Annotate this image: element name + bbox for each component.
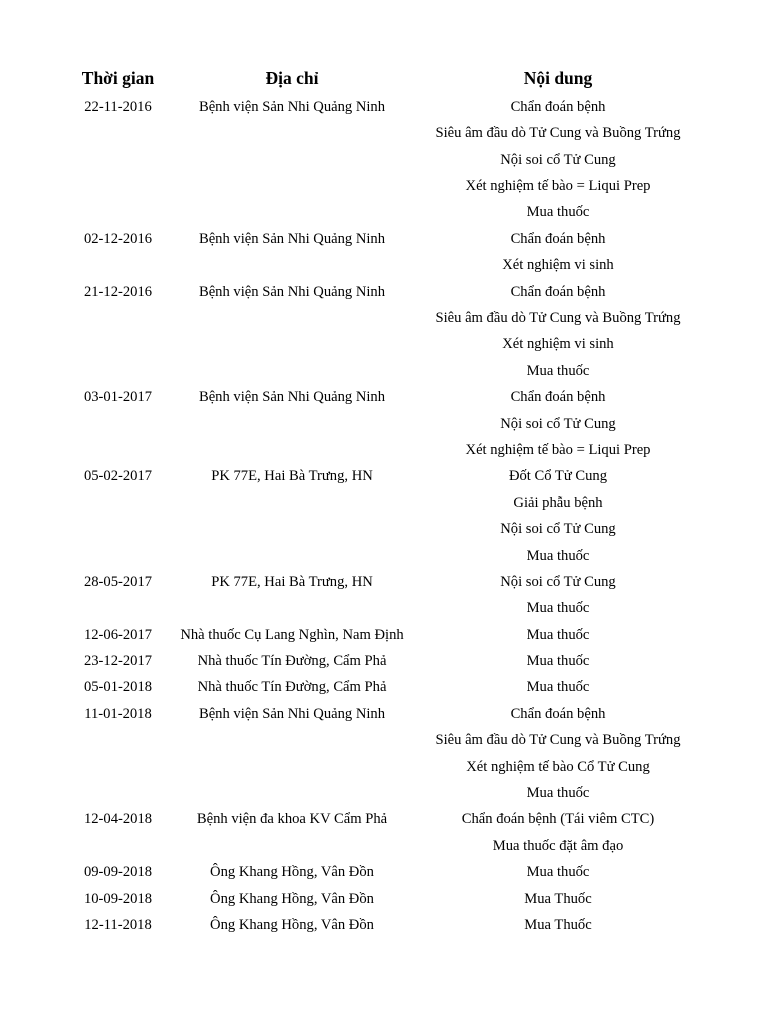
row-date: 10-09-2018	[83, 890, 153, 907]
row-address: Ông Khang Hồng, Vân Đồn	[210, 917, 374, 933]
medical-history-table	[69, 64, 699, 939]
row-content: Xét nghiệm tế bào Cổ Tử Cung	[466, 758, 650, 775]
row-address: PK 77E, Hai Bà Trưng, HN	[211, 573, 373, 590]
row-address: Ông Khang Hồng, Vân Đồn	[210, 864, 374, 881]
row-address: Bệnh viện Sản Nhi Quảng Ninh	[198, 283, 386, 300]
table-row	[69, 94, 699, 120]
table-row	[69, 701, 699, 727]
row-address: Bệnh viện đa khoa KV Cẩm Phả	[196, 811, 388, 828]
row-content: Chẩn đoán bệnh (Tái viêm CTC)	[461, 811, 655, 828]
row-date: 09-09-2018	[83, 864, 153, 881]
table-row	[69, 807, 699, 833]
table-row	[69, 358, 699, 384]
row-date: 03-01-2017	[83, 389, 153, 406]
row-content: Chẩn đoán bệnh	[510, 98, 606, 115]
table-row	[69, 411, 699, 437]
row-address: Bệnh viện Sản Nhi Quảng Ninh	[198, 389, 386, 406]
table-row	[69, 833, 699, 859]
row-content: Giải phẫu bệnh	[513, 494, 603, 511]
table-row	[69, 147, 699, 173]
row-content: Mua thuốc	[526, 362, 590, 379]
row-content: Xét nghiệm tế bào = Liqui Prep	[465, 441, 651, 458]
table-row	[69, 622, 699, 648]
table-row	[69, 305, 699, 331]
table-row	[69, 727, 699, 753]
row-content: Chẩn đoán bệnh	[510, 283, 606, 300]
row-content: Siêu âm đầu dò Tử Cung và Buồng Trứng	[435, 125, 681, 142]
row-address: Bệnh viện Sản Nhi Quảng Ninh	[198, 230, 386, 247]
table-row	[69, 516, 699, 542]
row-content: Chẩn đoán bệnh	[510, 389, 606, 406]
row-content: Nội soi cổ Tử Cung	[500, 151, 616, 168]
table-row	[69, 886, 699, 912]
table-body	[69, 94, 699, 939]
row-content: Mua thuốc	[526, 864, 590, 881]
row-content: Mua Thuốc	[524, 917, 592, 933]
table-row	[69, 490, 699, 516]
row-content: Mua thuốc	[526, 785, 590, 802]
table-row	[69, 780, 699, 806]
row-content: Mua thuốc	[526, 679, 590, 696]
table-row	[69, 543, 699, 569]
table-row	[69, 437, 699, 463]
table-row	[69, 569, 699, 595]
row-date: 28-05-2017	[83, 573, 153, 590]
table-row	[69, 173, 699, 199]
header-address: Địa chỉ	[265, 68, 319, 89]
row-content: Mua thuốc	[526, 626, 590, 643]
row-content: Xét nghiệm vi sinh	[502, 257, 614, 274]
row-address: Nhà thuốc Tín Đường, Cẩm Phả	[197, 679, 387, 696]
row-date: 12-11-2018	[84, 917, 152, 933]
row-address: Nhà thuốc Tín Đường, Cẩm Phả	[197, 653, 387, 670]
row-date: 12-06-2017	[83, 626, 153, 643]
table-row	[69, 912, 699, 938]
row-address: Ông Khang Hồng, Vân Đồn	[210, 890, 374, 907]
row-content: Mua thuốc	[526, 653, 590, 670]
table-row	[69, 252, 699, 278]
row-content: Siêu âm đầu dò Tử Cung và Buồng Trứng	[435, 310, 681, 327]
row-content: Nội soi cổ Tử Cung	[500, 521, 616, 538]
header-content: Nội dung	[523, 68, 593, 89]
table-row	[69, 859, 699, 885]
row-address: Bệnh viện Sản Nhi Quảng Ninh	[198, 98, 386, 115]
row-date: 05-01-2018	[83, 679, 153, 696]
row-content: Chẩn đoán bệnh	[510, 230, 606, 247]
row-content: Chẩn đoán bệnh	[510, 705, 606, 722]
table-row	[69, 226, 699, 252]
table-row	[69, 675, 699, 701]
row-date: 21-12-2016	[83, 283, 153, 300]
row-content: Siêu âm đầu dò Tử Cung và Buồng Trứng	[435, 732, 681, 749]
table-row	[69, 463, 699, 489]
row-address: Nhà thuốc Cụ Lang Nghìn, Nam Định	[180, 626, 404, 643]
row-content: Mua thuốc	[526, 547, 590, 564]
row-content: Đốt Cổ Tử Cung	[508, 468, 608, 485]
row-date: 05-02-2017	[83, 468, 153, 485]
row-content: Xét nghiệm vi sinh	[502, 336, 614, 353]
row-date: 02-12-2016	[83, 230, 153, 247]
table-row	[69, 648, 699, 674]
row-content: Mua thuốc đặt âm đạo	[492, 837, 624, 854]
table-row	[69, 384, 699, 410]
table-row	[69, 200, 699, 226]
row-address: Bệnh viện Sản Nhi Quảng Ninh	[198, 705, 386, 722]
row-date: 11-01-2018	[84, 705, 152, 722]
header-date: Thời gian	[81, 68, 155, 89]
row-date: 12-04-2018	[83, 811, 153, 828]
table-row	[69, 754, 699, 780]
table-header-row	[69, 64, 699, 94]
row-date: 23-12-2017	[83, 653, 153, 670]
row-content: Mua thuốc	[526, 204, 590, 221]
row-content: Nội soi cổ Tử Cung	[500, 573, 616, 590]
row-content: Mua thuốc	[526, 600, 590, 617]
row-address: PK 77E, Hai Bà Trưng, HN	[211, 468, 373, 485]
table-row	[69, 332, 699, 358]
table-row	[69, 120, 699, 146]
table-row	[69, 279, 699, 305]
row-content: Nội soi cổ Tử Cung	[500, 415, 616, 432]
row-content: Mua Thuốc	[524, 890, 592, 907]
row-date: 22-11-2016	[84, 98, 152, 115]
table-row	[69, 595, 699, 621]
row-content: Xét nghiệm tế bào = Liqui Prep	[465, 178, 651, 195]
